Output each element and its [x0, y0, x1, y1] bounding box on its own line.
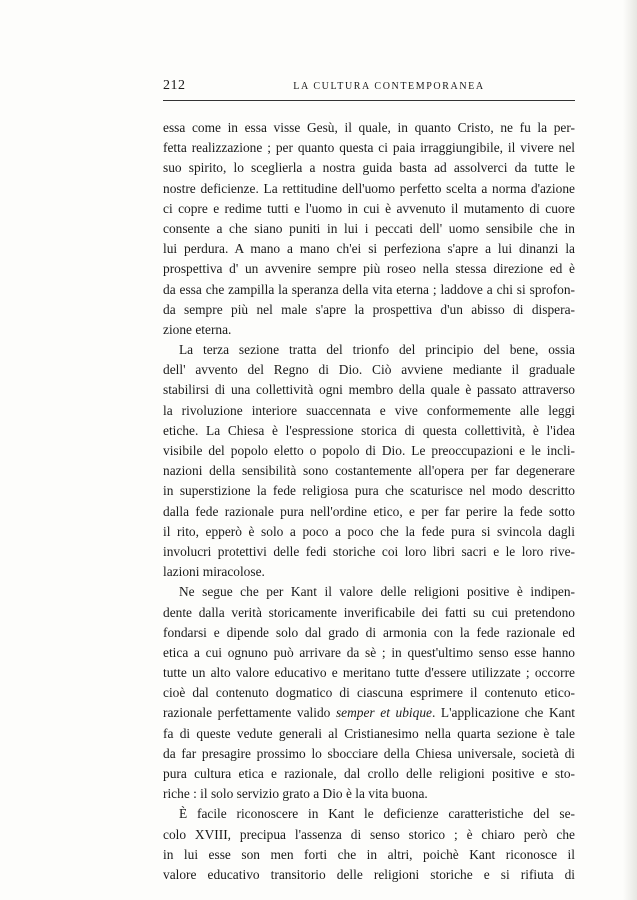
- text-line: da sempre più nel male s'apre la prospettiva d'un abisso di dispera-: [163, 301, 575, 317]
- paragraph: [163, 118, 575, 340]
- text-line: zione eterna.: [163, 321, 232, 337]
- text-line: il rito, epperò è solo a poco a poco che la fede pura si svincola dagli: [163, 523, 575, 539]
- text-line: in lui esse son men forti che in altri, poichè Kant riconosce il: [163, 846, 575, 862]
- text-line-with-emphasis: [163, 703, 575, 723]
- text-line: stabilirsi di una collettività ogni membro della quale è passato attraverso: [163, 382, 575, 398]
- text-line: fondarsi e dipende solo dal grado di armonia con la fede razionale ed: [163, 624, 575, 640]
- header-rule: [163, 100, 575, 101]
- text-line: cioè dal contenuto dogmatico di ciascuna esprimere il contenuto etico-: [163, 685, 575, 701]
- text-line: La terza sezione tratta del trionfo del principio del bene, ossia: [179, 342, 575, 358]
- text-line: prospettiva d' un avvenire sempre più roseo nella stessa direzione ed è: [163, 261, 575, 277]
- body-text: [163, 118, 575, 885]
- text-line: pura cultura etica e razionale, dal crollo delle religioni positive e sto-: [163, 766, 575, 781]
- paragraph: [163, 804, 575, 885]
- text-line: lui perdura. A mano a mano ch'ei si perfeziona s'apre a lui dinanzi la: [163, 241, 575, 257]
- text-line: etiche. La Chiesa è l'espressione storica di questa collettività, è l'idea: [163, 422, 575, 438]
- text-line: consente a che siano puniti in lui i peccati dell' uomo sensibile che in: [163, 220, 575, 236]
- page-edge-shadow: [623, 0, 637, 900]
- paragraph: [163, 340, 575, 582]
- text-line: etica a cui ognuno può arrivare da sè ; in quest'ultimo senso esse hanno: [163, 644, 575, 660]
- text-line: la rivoluzione interiore suaccennata e vive conformemente alle leggi: [163, 402, 575, 418]
- text-line: fetta realizzazione ; per quanto questa ci paia irraggiungibile, il vivere nel: [163, 140, 575, 156]
- text-line: fa di queste vedute generali al Cristianesimo nella quarta sezione è tale: [163, 725, 575, 741]
- text-segment: razionale perfettamente valido: [163, 705, 336, 721]
- text-line: involucri protettivi delle fedi storiche coi loro libri sacri e le loro rive-: [163, 543, 575, 559]
- running-title: LA CULTURA CONTEMPORANEA: [293, 81, 485, 92]
- text-line: da far presagire prossimo lo sbocciare della Chiesa universale, società di: [163, 745, 575, 761]
- text-line: dell' avvento del Regno di Dio. Ciò avviene mediante il graduale: [163, 362, 575, 378]
- text-line: colo XVIII, precipua l'assenza di senso storico ; è chiaro però che: [163, 826, 575, 842]
- emphasis-text: semper et ubique: [335, 705, 432, 721]
- text-line: suo spirito, lo sceglierla a nostra guida basta ad assolverci da tutte le: [163, 160, 575, 176]
- paragraph: [163, 582, 575, 804]
- text-line: dente dalla verità storicamente inverificabile dei fatti su cui pretendono: [163, 604, 575, 620]
- text-line: in superstizione la fede religiosa pura che scaturisce nel modo descritto: [163, 483, 575, 499]
- text-line: visibile del popolo eletto o popolo di Dio. Le preoccupazioni e le incli-: [163, 443, 575, 458]
- text-line: essa come in essa visse Gesù, il quale, in quanto Cristo, ne fu la per-: [163, 120, 575, 135]
- text-line: dalla fede razionale pura nell'ordine etico, e per far perire la fede sotto: [163, 503, 575, 519]
- text-line: valore educativo transitorio delle religioni storiche e si rifiuta di: [163, 866, 575, 882]
- text-line: da essa che zampilla la speranza della vita eterna ; laddove a chi si sprofon-: [163, 281, 575, 297]
- page-number: 212: [163, 78, 186, 93]
- text-line: riche : il solo servizio grato a Dio è la vita buona.: [163, 786, 428, 802]
- text-segment: . L'applicazione che Kant: [431, 705, 575, 721]
- text-line: Ne segue che per Kant il valore delle religioni positive è indipen-: [179, 584, 575, 600]
- text-line: nostre deficienze. La rettitudine dell'uomo perfetto scelta a norma d'azione: [163, 180, 575, 196]
- text-line: È facile riconoscere in Kant le deficienze caratteristiche del se-: [179, 806, 575, 822]
- text-line: tutte un alto valore educativo e meritano tutte d'essere utilizzate ; occorre: [163, 665, 575, 681]
- running-head: [163, 78, 575, 98]
- text-line: lazioni miracolose.: [163, 564, 265, 580]
- text-line: ci copre e redime tutti e l'uomo in cui è avvenuto il mutamento di cuore: [163, 200, 575, 216]
- text-line: nazioni della sensibilità sono costantemente all'opera per far degenerare: [163, 463, 575, 479]
